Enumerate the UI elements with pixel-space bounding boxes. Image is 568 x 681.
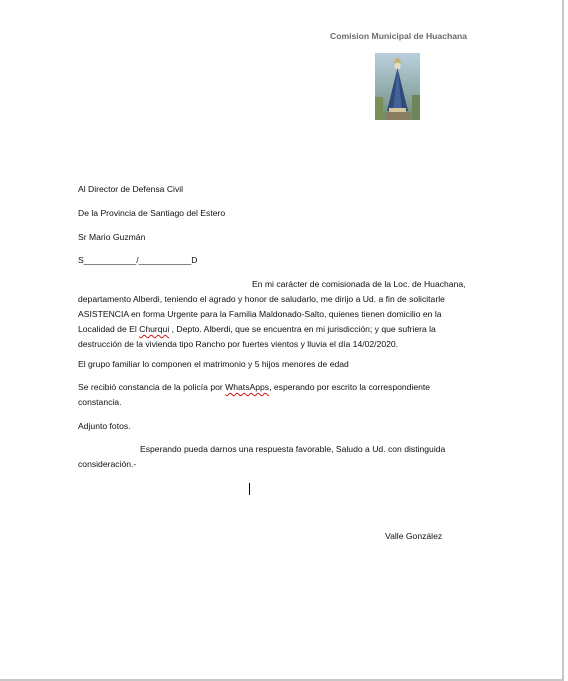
text-span: Localidad de El [78,324,140,334]
recipient-province: De la Provincia de Santiago del Estero [78,208,226,218]
body-paragraph-police [78,380,498,410]
virgin-statue-emblem-icon [375,53,420,120]
body-paragraph-closing [78,442,498,472]
paragraph-line: destrucción de la vivienda tipo Rancho por fuertes vientos y lluvia el día 14/02/2020. [78,339,399,349]
text-span: Se recibió constancia de la policía por [78,382,226,392]
spellcheck-word[interactable]: Churqui [139,324,170,334]
body-paragraph-attachments: Adjunto fotos. [78,421,131,431]
paragraph-line [78,322,498,337]
paragraph-line: En mi carácter de comisionada de la Loc. de Huachana, [252,279,466,289]
paragraph-line: constancia. [78,397,122,407]
paragraph-line: departamento Alberdi, teniendo el agrado y honor de saludarlo, me dirijo a Ud. a fin de solicitarle [78,294,445,304]
text-span: , Depto. Alberdi, que se encuentra en mi jurisdicción; y que sufriera la [169,324,436,334]
paragraph-line [78,380,498,395]
body-paragraph-request [78,277,498,352]
recipient-name: Sr Mario Guzmán [78,232,146,242]
recipient-title: Al Director de Defensa Civil [78,184,184,194]
letterhead-title: Comision Municipal de Huachana [330,31,468,41]
text-cursor[interactable] [249,483,250,495]
signature-name: Valle González [385,531,443,541]
spellcheck-word[interactable]: WhatsApps [225,382,270,392]
recipient-despacho: S___________/___________D [78,255,198,265]
paragraph-line: Esperando pueda darnos una respuesta favorable, Saludo a Ud. con distinguida [140,444,446,454]
body-paragraph-family: El grupo familiar lo componen el matrimonio y 5 hijos menores de edad [78,359,349,369]
text-span: , esperando por escrito la correspondiente [269,382,431,392]
paragraph-line: consideración.- [78,459,137,469]
paragraph-line: ASISTENCIA en forma Urgente para la Familia Maldonado-Salto, quienes tienen domicilio en la [78,309,442,319]
